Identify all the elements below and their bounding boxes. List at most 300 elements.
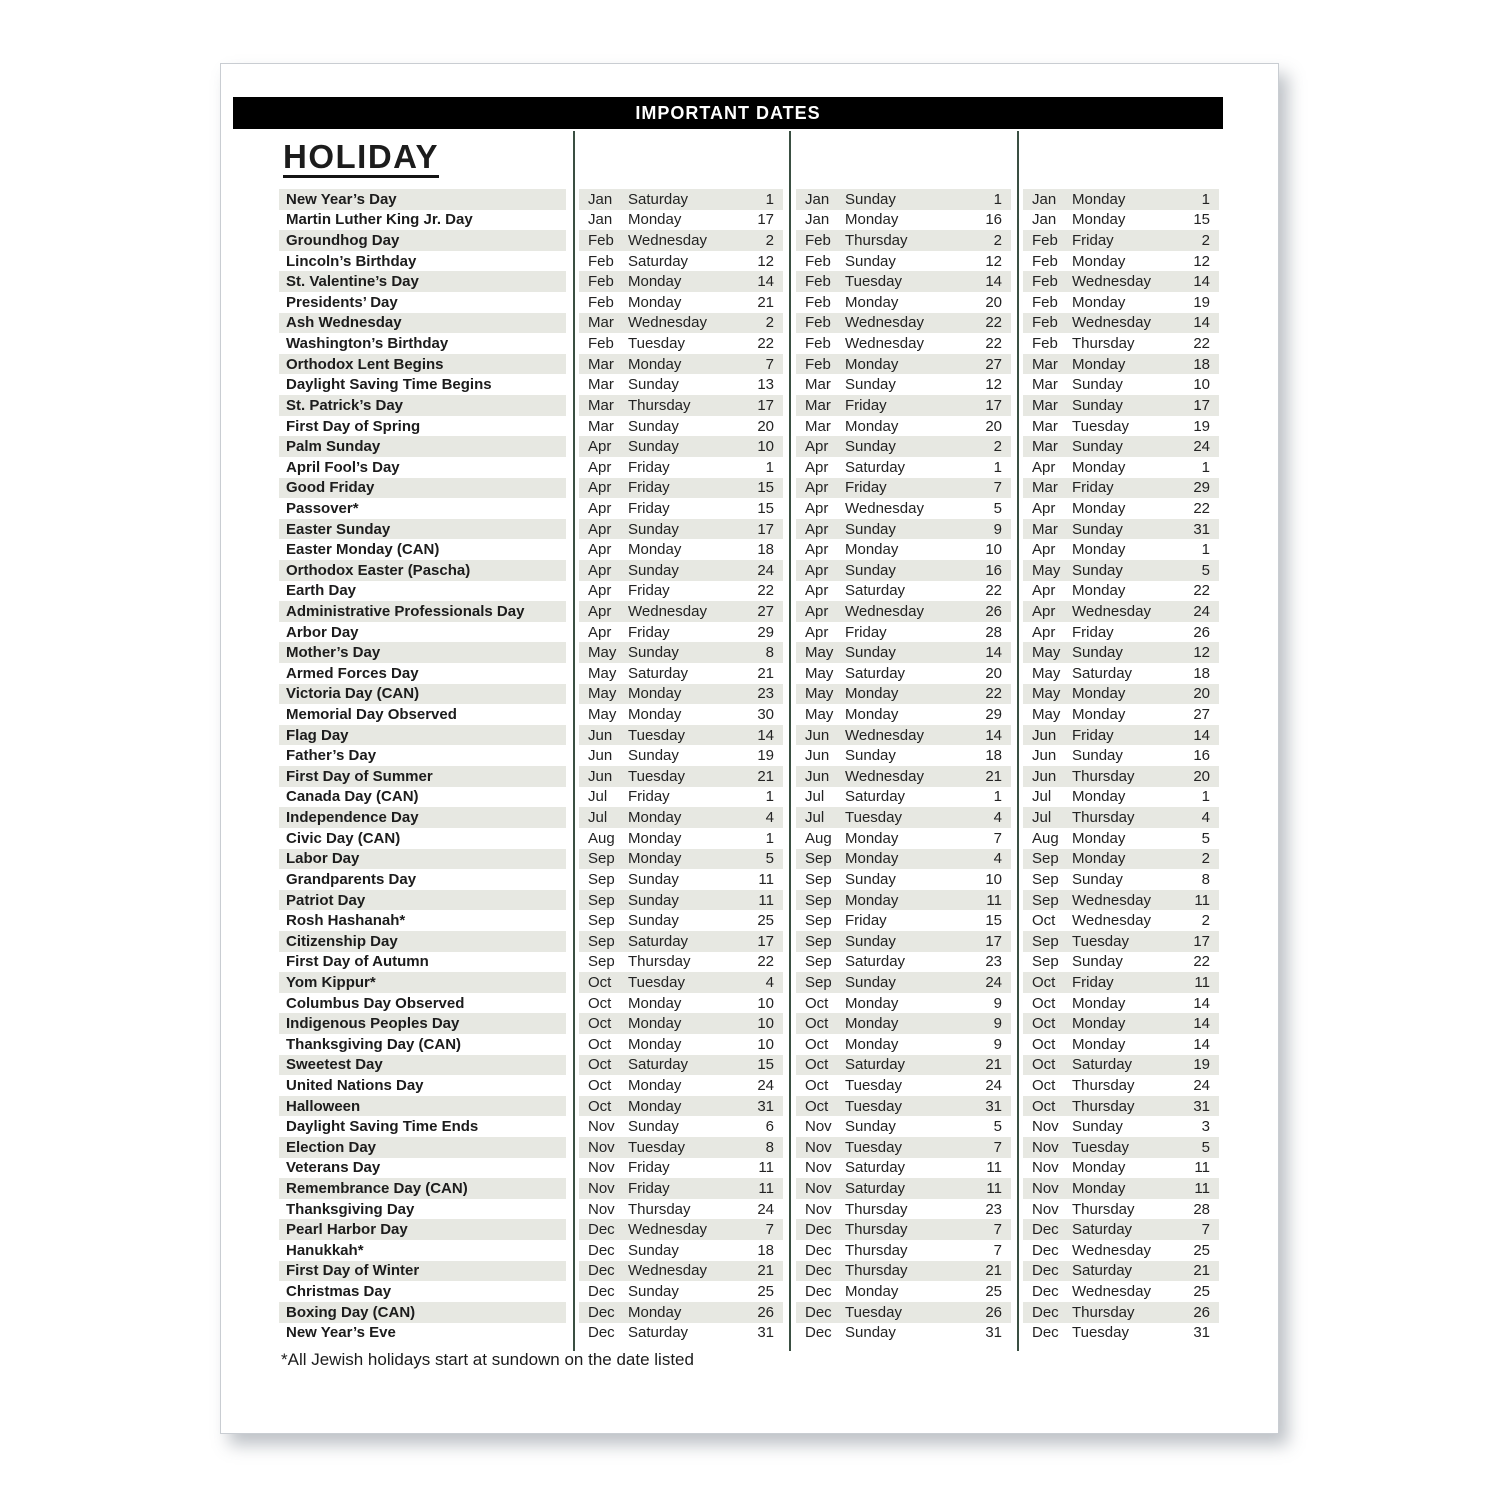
weekday-name: Wednesday — [628, 232, 707, 250]
holiday-name: Orthodox Easter (Pascha) — [279, 560, 566, 581]
day-number: 13 — [757, 376, 774, 394]
date-entry — [1023, 1137, 1219, 1158]
weekday-name: Monday — [1072, 1035, 1126, 1053]
column-gap — [566, 1281, 579, 1302]
day-number: 11 — [1194, 1180, 1210, 1198]
weekday-name: Monday — [845, 417, 899, 435]
month-abbrev: Feb — [1032, 314, 1058, 332]
day-number: 30 — [757, 706, 774, 724]
weekday-name: Sunday — [845, 1118, 896, 1136]
weekday-name: Monday — [845, 685, 899, 703]
month-abbrev: May — [1032, 685, 1061, 703]
day-number: 22 — [757, 335, 774, 353]
holiday-name: St. Valentine’s Day — [279, 271, 566, 292]
column-gap — [566, 374, 579, 395]
month-abbrev: Oct — [588, 1077, 612, 1094]
weekday-name: Tuesday — [845, 1077, 902, 1094]
date-entry — [1023, 560, 1219, 581]
date-entry — [579, 910, 783, 931]
date-entry — [1023, 972, 1219, 993]
date-entry — [1023, 230, 1219, 251]
holiday-name: Groundhog Day — [279, 230, 566, 251]
month-abbrev: Feb — [805, 314, 831, 332]
date-entry — [579, 849, 783, 870]
month-abbrev: Sep — [588, 932, 615, 950]
month-abbrev: Mar — [1032, 355, 1058, 373]
table-row — [279, 725, 1219, 746]
weekday-name: Wednesday — [845, 335, 924, 353]
date-entry — [1023, 210, 1219, 231]
weekday-name: Monday — [1072, 190, 1126, 208]
day-number: 7 — [993, 479, 1002, 497]
column-gap — [783, 1240, 796, 1261]
column-gap — [783, 869, 796, 890]
day-number: 23 — [985, 1200, 1002, 1218]
date-entry — [1023, 1302, 1219, 1323]
weekday-name: Monday — [1072, 829, 1126, 847]
holiday-name: Presidents’ Day — [286, 293, 398, 311]
day-number: 15 — [757, 479, 774, 497]
month-abbrev: May — [588, 685, 617, 703]
day-number: 9 — [993, 1035, 1002, 1053]
month-abbrev: Dec — [805, 1221, 832, 1239]
table-row — [279, 292, 1219, 313]
month-abbrev: Jan — [588, 211, 613, 229]
day-number: 2 — [1201, 850, 1210, 868]
date-entry — [1023, 766, 1219, 787]
weekday-name: Friday — [628, 788, 670, 806]
day-number: 18 — [757, 1241, 774, 1259]
month-abbrev: Oct — [805, 1035, 829, 1053]
weekday-name: Tuesday — [628, 973, 685, 991]
month-abbrev: Nov — [588, 1118, 615, 1136]
date-entry — [796, 271, 1011, 292]
date-entry — [796, 1158, 1011, 1179]
weekday-name: Monday — [1072, 499, 1126, 517]
column-gap — [566, 1137, 579, 1158]
column-gap — [1011, 519, 1023, 540]
month-abbrev: Dec — [588, 1241, 615, 1259]
day-number: 20 — [985, 417, 1002, 435]
day-number: 11 — [758, 1159, 774, 1177]
date-entry — [796, 663, 1011, 684]
table-row — [279, 1137, 1219, 1158]
month-abbrev: Dec — [1032, 1303, 1059, 1321]
weekday-name: Tuesday — [845, 1138, 902, 1156]
month-abbrev: May — [805, 685, 834, 703]
weekday-name: Monday — [628, 1303, 682, 1321]
holiday-name: April Fool’s Day — [286, 458, 400, 476]
day-number: 21 — [757, 664, 774, 682]
weekday-name: Sunday — [845, 747, 896, 765]
month-abbrev: Apr — [805, 438, 829, 456]
column-gap — [1011, 890, 1023, 911]
table-row — [279, 313, 1219, 334]
month-abbrev: Apr — [805, 602, 829, 620]
column-gap — [783, 952, 796, 973]
month-abbrev: Feb — [805, 293, 831, 311]
weekday-name: Monday — [1072, 1180, 1126, 1198]
weekday-name: Sunday — [628, 1241, 679, 1259]
column-gap — [783, 1075, 796, 1096]
date-entry — [796, 745, 1011, 766]
date-entry — [796, 1116, 1011, 1137]
day-number: 14 — [985, 273, 1002, 291]
month-abbrev: Feb — [588, 335, 614, 353]
table-row — [279, 663, 1219, 684]
weekday-name: Wednesday — [845, 602, 924, 620]
day-number: 1 — [1201, 788, 1210, 806]
month-abbrev: Apr — [805, 582, 829, 600]
month-abbrev: Sep — [1032, 870, 1059, 888]
weekday-name: Sunday — [1072, 438, 1123, 456]
day-number: 26 — [985, 1303, 1002, 1321]
month-abbrev: Nov — [1032, 1118, 1059, 1136]
column-gap — [566, 993, 579, 1014]
column-gap — [1011, 1013, 1023, 1034]
month-abbrev: Feb — [588, 232, 614, 250]
weekday-name: Monday — [845, 829, 899, 847]
day-number: 7 — [765, 355, 774, 373]
column-gap — [566, 436, 579, 457]
weekday-name: Monday — [845, 891, 899, 909]
column-gap — [566, 684, 579, 705]
table-row — [279, 1158, 1219, 1179]
date-entry — [1023, 1178, 1219, 1199]
weekday-name: Monday — [628, 273, 682, 291]
column-gap — [1011, 972, 1023, 993]
day-number: 11 — [758, 891, 774, 909]
month-abbrev: Oct — [588, 1035, 612, 1053]
day-number: 11 — [1194, 1159, 1210, 1177]
date-entry — [579, 436, 783, 457]
weekday-name: Saturday — [628, 190, 689, 208]
day-number: 20 — [985, 664, 1002, 682]
column-gap — [783, 704, 796, 725]
month-abbrev: Nov — [1032, 1138, 1059, 1156]
date-entry — [796, 972, 1011, 993]
month-abbrev: Jun — [1032, 767, 1057, 785]
date-entry — [796, 622, 1011, 643]
month-abbrev: Feb — [805, 355, 831, 373]
month-abbrev: Nov — [805, 1200, 832, 1218]
column-gap — [1011, 622, 1023, 643]
column-gap — [566, 1323, 579, 1344]
weekday-name: Tuesday — [845, 1097, 902, 1115]
column-gap — [783, 972, 796, 993]
month-abbrev: Dec — [1032, 1221, 1059, 1239]
date-entry — [579, 1281, 783, 1302]
date-entry — [579, 684, 783, 705]
date-entry — [796, 684, 1011, 705]
day-number: 18 — [1193, 355, 1210, 373]
date-entry — [796, 1055, 1011, 1076]
column-gap — [1011, 313, 1023, 334]
column-gap — [1011, 189, 1023, 210]
date-entry — [796, 1013, 1011, 1034]
column-gap — [783, 271, 796, 292]
day-number: 21 — [757, 767, 774, 785]
day-number: 10 — [757, 438, 774, 456]
day-number: 15 — [985, 912, 1002, 930]
column-gap — [1011, 457, 1023, 478]
holiday-name: Canada Day (CAN) — [286, 788, 419, 806]
column-gap — [1011, 374, 1023, 395]
date-entry — [796, 313, 1011, 334]
month-abbrev: Jun — [588, 726, 613, 744]
weekday-name: Thursday — [845, 1241, 908, 1259]
weekday-name: Saturday — [1072, 1262, 1133, 1280]
column-gap — [566, 952, 579, 973]
table-row — [279, 1178, 1219, 1199]
weekday-name: Wednesday — [628, 314, 707, 332]
holiday-name: Mother’s Day — [279, 642, 566, 663]
holiday-name: Civic Day (CAN) — [286, 829, 401, 847]
column-gap — [566, 1013, 579, 1034]
weekday-name: Monday — [845, 293, 899, 311]
date-entry — [579, 539, 783, 560]
weekday-name: Wednesday — [628, 602, 707, 620]
weekday-name: Sunday — [628, 561, 679, 579]
holiday-name: Earth Day — [286, 582, 357, 600]
weekday-name: Monday — [1072, 293, 1126, 311]
date-entry — [579, 1055, 783, 1076]
weekday-name: Thursday — [1072, 1200, 1135, 1218]
weekday-name: Saturday — [1072, 664, 1133, 682]
holiday-name: Indigenous Peoples Day — [279, 1013, 566, 1034]
month-abbrev: Sep — [1032, 932, 1059, 950]
weekday-name: Sunday — [1072, 520, 1123, 538]
weekday-name: Monday — [1072, 994, 1126, 1012]
weekday-name: Tuesday — [628, 767, 685, 785]
table-row — [279, 1199, 1219, 1220]
day-number: 21 — [985, 767, 1002, 785]
holiday-name: Thanksgiving Day (CAN) — [286, 1035, 462, 1053]
date-entry — [579, 972, 783, 993]
date-entry — [796, 849, 1011, 870]
day-number: 11 — [758, 870, 774, 888]
day-number: 5 — [1201, 561, 1210, 579]
column-gap — [1011, 539, 1023, 560]
weekday-name: Tuesday — [1072, 1324, 1129, 1342]
month-abbrev: Apr — [805, 541, 829, 559]
column-gap — [566, 1178, 579, 1199]
date-entry — [796, 1302, 1011, 1323]
weekday-name: Saturday — [845, 458, 906, 476]
holiday-name: Yom Kippur* — [279, 972, 566, 993]
holiday-name: Citizenship Day — [279, 931, 566, 952]
weekday-name: Saturday — [845, 664, 906, 682]
month-abbrev: Dec — [805, 1324, 832, 1342]
month-abbrev: May — [588, 706, 617, 724]
date-entry — [796, 787, 1011, 808]
weekday-name: Sunday — [845, 1324, 896, 1342]
column-gap — [783, 1137, 796, 1158]
date-entry — [1023, 684, 1219, 705]
column-gap — [1011, 1323, 1023, 1344]
column-gap — [1011, 1034, 1023, 1055]
weekday-name: Wednesday — [845, 499, 924, 517]
weekday-name: Friday — [1072, 726, 1114, 744]
table-row — [279, 271, 1219, 292]
column-gap — [783, 560, 796, 581]
column-gap — [566, 704, 579, 725]
date-entry — [579, 993, 783, 1014]
date-entry — [796, 1240, 1011, 1261]
month-abbrev: Feb — [1032, 335, 1058, 353]
weekday-name: Thursday — [1072, 767, 1135, 785]
column-gap — [1011, 1240, 1023, 1261]
weekday-name: Sunday — [1072, 376, 1123, 394]
month-abbrev: Feb — [805, 252, 831, 270]
month-abbrev: Feb — [1032, 293, 1058, 311]
weekday-name: Monday — [1072, 541, 1126, 559]
weekday-name: Thursday — [845, 1221, 908, 1239]
table-row — [279, 622, 1219, 643]
date-entry — [1023, 1158, 1219, 1179]
date-entry — [796, 993, 1011, 1014]
month-abbrev: Jun — [805, 726, 830, 744]
day-number: 10 — [985, 541, 1002, 559]
day-number: 22 — [985, 314, 1002, 332]
month-abbrev: Dec — [1032, 1262, 1059, 1280]
date-entry — [1023, 416, 1219, 437]
column-gap — [783, 1158, 796, 1179]
month-abbrev: Oct — [588, 1056, 612, 1074]
column-gap — [1011, 1137, 1023, 1158]
table-row — [279, 910, 1219, 931]
month-abbrev: Apr — [588, 479, 612, 497]
date-entry — [1023, 787, 1219, 808]
day-number: 31 — [1193, 1324, 1210, 1342]
date-entry — [1023, 354, 1219, 375]
date-entry — [796, 766, 1011, 787]
date-entry — [579, 1240, 783, 1261]
column-gap — [1011, 642, 1023, 663]
month-abbrev: Oct — [1032, 973, 1056, 991]
date-entry — [796, 251, 1011, 272]
column-gap — [1011, 1281, 1023, 1302]
weekday-name: Monday — [1072, 1015, 1126, 1033]
column-gap — [566, 1158, 579, 1179]
holiday-name: Election Day — [279, 1137, 566, 1158]
month-abbrev: Sep — [588, 870, 615, 888]
day-number: 1 — [1201, 541, 1210, 559]
month-abbrev: Apr — [588, 561, 612, 579]
date-entry — [796, 581, 1011, 602]
day-number: 19 — [1193, 417, 1210, 435]
date-entry — [1023, 1199, 1219, 1220]
date-entry — [1023, 292, 1219, 313]
day-number: 15 — [757, 1056, 774, 1074]
weekday-name: Monday — [1072, 252, 1126, 270]
column-gap — [1011, 931, 1023, 952]
holiday-name: Palm Sunday — [279, 436, 566, 457]
day-number: 4 — [993, 850, 1002, 868]
column-gap — [783, 498, 796, 519]
column-gap — [1011, 745, 1023, 766]
holiday-name: Veterans Day — [286, 1159, 381, 1177]
month-abbrev: Sep — [805, 912, 832, 930]
month-abbrev: Mar — [588, 376, 614, 394]
month-abbrev: Sep — [588, 891, 615, 909]
month-abbrev: Mar — [1032, 438, 1058, 456]
weekday-name: Saturday — [845, 953, 906, 971]
date-entry — [579, 1323, 783, 1344]
weekday-name: Thursday — [1072, 1303, 1135, 1321]
weekday-name: Wednesday — [1072, 314, 1151, 332]
column-gap — [566, 745, 579, 766]
weekday-name: Monday — [1072, 788, 1126, 806]
date-entry — [579, 1302, 783, 1323]
column-gap — [1011, 1075, 1023, 1096]
weekday-name: Wednesday — [845, 726, 924, 744]
column-gap — [566, 230, 579, 251]
column-gap — [566, 1199, 579, 1220]
date-entry — [579, 1178, 783, 1199]
date-entry — [796, 1199, 1011, 1220]
date-entry — [796, 374, 1011, 395]
weekday-name: Saturday — [628, 1056, 689, 1074]
day-number: 25 — [1193, 1241, 1210, 1259]
day-number: 10 — [757, 1035, 774, 1053]
month-abbrev: Apr — [1032, 582, 1056, 600]
column-gap — [783, 1199, 796, 1220]
day-number: 1 — [993, 458, 1002, 476]
day-number: 11 — [758, 1180, 774, 1198]
date-entry — [579, 498, 783, 519]
month-abbrev: Mar — [805, 376, 831, 394]
date-entry — [1023, 993, 1219, 1014]
month-abbrev: Oct — [805, 1077, 829, 1094]
weekday-name: Monday — [1072, 850, 1126, 868]
month-abbrev: Feb — [1032, 273, 1058, 291]
day-number: 7 — [993, 829, 1002, 847]
date-entry — [1023, 313, 1219, 334]
weekday-name: Friday — [628, 623, 670, 641]
column-gap — [566, 478, 579, 499]
date-entry — [796, 952, 1011, 973]
day-number: 16 — [985, 211, 1002, 229]
date-entry — [579, 313, 783, 334]
date-entry — [579, 210, 783, 231]
table-row — [279, 230, 1219, 251]
weekday-name: Friday — [628, 499, 670, 517]
day-number: 21 — [1193, 1262, 1210, 1280]
column-gap — [566, 457, 579, 478]
month-abbrev: Mar — [588, 355, 614, 373]
day-number: 31 — [985, 1324, 1002, 1342]
date-entry — [796, 292, 1011, 313]
day-number: 10 — [985, 870, 1002, 888]
day-number: 17 — [985, 396, 1002, 414]
month-abbrev: Sep — [588, 912, 615, 930]
month-abbrev: Mar — [1032, 520, 1058, 538]
date-entry — [796, 910, 1011, 931]
column-gap — [566, 1075, 579, 1096]
month-abbrev: Apr — [1032, 458, 1056, 476]
weekday-name: Monday — [1072, 211, 1126, 229]
table-row — [279, 745, 1219, 766]
column-gap — [1011, 869, 1023, 890]
date-entry — [579, 725, 783, 746]
day-number: 12 — [757, 252, 774, 270]
day-number: 28 — [985, 623, 1002, 641]
column-gap — [783, 745, 796, 766]
day-number: 1 — [765, 190, 774, 208]
month-abbrev: Oct — [1032, 994, 1056, 1012]
month-abbrev: Feb — [805, 273, 831, 291]
